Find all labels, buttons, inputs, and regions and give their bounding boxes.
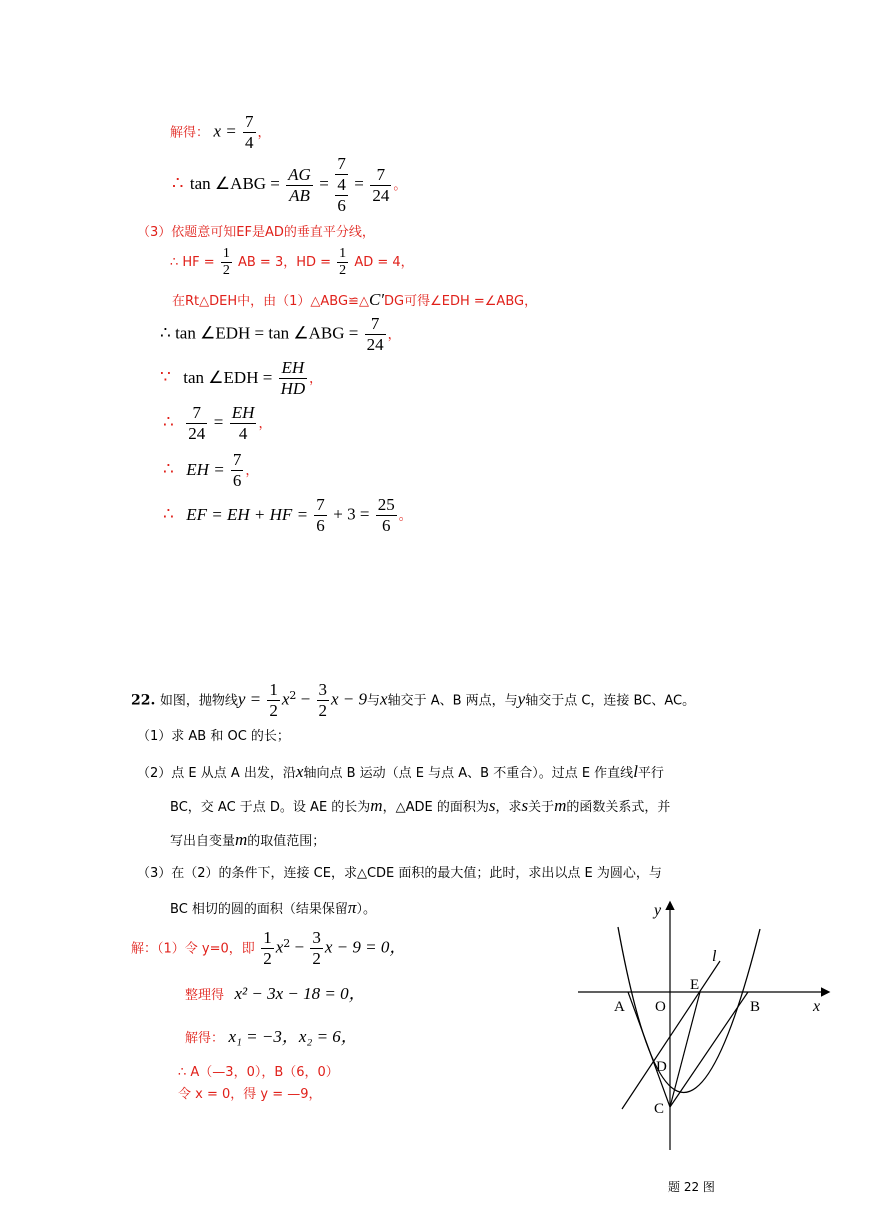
num: 1 — [339, 246, 347, 261]
stem-a: 如图，抛物线 — [159, 693, 238, 709]
q22-part2-line1 — [137, 763, 664, 783]
x-var: x — [281, 689, 290, 709]
q2a-2: 轴向点 B 运动（点 E 与点 A、B 不重合）。过点 E 作直线 — [303, 766, 634, 781]
minus: − — [296, 689, 315, 709]
label-o: O — [655, 999, 666, 1015]
q22-part2-line2 — [170, 797, 670, 817]
frac-25-6 — [376, 495, 397, 536]
frac-eh-4 — [230, 403, 257, 444]
figure-caption: 题 22 图 — [668, 1180, 715, 1194]
den: 6 — [232, 471, 242, 490]
q2b-3: ，求 — [495, 800, 522, 815]
x-var: x — [295, 762, 304, 781]
num: 1 — [222, 246, 230, 261]
label-d: D — [656, 1059, 667, 1075]
frac-3-2 — [310, 928, 323, 969]
hf-hd-line — [170, 246, 414, 279]
comma: ， — [309, 371, 323, 387]
q2c-1: 写出自变量 — [170, 834, 236, 849]
therefore-symbol: ∴ — [172, 173, 184, 194]
s-var: s — [521, 796, 529, 815]
solve-label: 解得： — [170, 125, 210, 141]
den: 6 — [337, 196, 346, 215]
den: 4 — [337, 175, 346, 194]
frac-eh-hd — [279, 358, 308, 399]
q2b-5: 的函数关系式，并 — [566, 800, 671, 815]
stem-d: 轴交于点 C，连接 BC、AC。 — [525, 693, 696, 709]
stem-c: 轴交于 A、B 两点，与 — [387, 693, 518, 709]
therefore-symbol: ∴ — [163, 459, 174, 480]
sol22-points: ∴ A（—3，0），B（6，0） — [178, 1065, 339, 1080]
num: 7 — [245, 112, 254, 131]
c-prime: C′ — [368, 290, 385, 309]
segment-bc — [670, 992, 748, 1107]
quadratic: x² − 3x − 18 = 0， — [234, 984, 366, 1003]
q22-stem — [131, 680, 695, 721]
rt-line: 在Rt△DEH中，由（1）△ABG≌△ — [172, 294, 369, 309]
part3-intro: （3）依题意可知EF是AD的垂直平分线， — [137, 225, 375, 240]
den: 6 — [381, 516, 391, 535]
jiede-label: 解得： — [185, 1031, 225, 1046]
num: 7 — [316, 495, 325, 514]
sol22-line2 — [185, 985, 366, 1005]
den: 4 — [238, 424, 248, 443]
comma: ， — [245, 463, 259, 479]
den: 2 — [263, 949, 272, 968]
complex-num — [335, 154, 348, 196]
label-x: x — [813, 998, 821, 1015]
frac-7-6 — [314, 495, 327, 536]
frac-half — [221, 246, 232, 279]
zheng-label: 整理得 — [185, 988, 225, 1003]
q2c-2: 的取值范围； — [247, 834, 326, 849]
m-var: m — [554, 796, 567, 815]
num: 1 — [263, 928, 272, 947]
q2a-1: （2）点 E 从点 A 出发，沿 — [137, 766, 296, 781]
x-var: x — [380, 689, 388, 709]
frac-7-24 — [186, 403, 207, 444]
ratio-line — [163, 403, 271, 444]
sol22-let-x0: 令 x = 0，得 y = —9， — [178, 1087, 322, 1102]
q22-part3-line2 — [170, 899, 376, 919]
tan-edh-label: ∴ tan ∠EDH = tan ∠ABG = — [160, 323, 363, 343]
frac-half — [261, 928, 274, 969]
label-b: B — [750, 999, 761, 1015]
num: 7 — [365, 314, 386, 335]
q22-part1: （1）求 AB 和 OC 的长； — [137, 729, 290, 744]
eh-label: EH = — [186, 459, 229, 479]
complex-frac — [335, 154, 348, 216]
frac-half — [267, 680, 280, 721]
tan-edh-label-2: tan ∠EDH = — [183, 367, 277, 387]
x-var: x — [275, 937, 284, 957]
question-number: 22. — [131, 692, 156, 709]
sol22-line3 — [185, 1028, 358, 1048]
q2a-3: 平行 — [637, 766, 664, 781]
frac-7-24 — [370, 165, 391, 206]
period: 。 — [398, 508, 412, 524]
frac-ag-ab — [286, 165, 313, 206]
tail: x − 9 — [331, 689, 368, 709]
tan-edh-line — [160, 314, 401, 355]
q22-part3-line1: （3）在（2）的条件下，连接 CE，求△CDE 面积的最大值；此时，求出以点 E 为圆心，与 — [137, 866, 662, 881]
label-l: l — [712, 948, 717, 965]
y-eq: y = — [237, 689, 266, 709]
num: AG — [288, 164, 311, 184]
stem-b: 与 — [367, 693, 381, 709]
num: 1 — [269, 680, 278, 699]
num: 7 — [337, 154, 346, 173]
therefore-symbol: ∴ — [163, 412, 174, 433]
equals: = — [213, 412, 224, 432]
s-var: s — [488, 796, 496, 815]
sol22-line1 — [131, 928, 406, 969]
hf-pre: ∴ HF = — [170, 255, 215, 270]
hf-post: AB = 3，HD = — [237, 255, 332, 270]
pi-symbol: π — [347, 898, 357, 917]
num: 7 — [370, 165, 391, 186]
label-e: E — [690, 977, 700, 993]
den: 2 — [269, 701, 278, 720]
q2b-2: ，△ADE 的面积为 — [382, 800, 489, 815]
eh-line — [163, 450, 258, 491]
num: 7 — [232, 450, 242, 469]
num: 3 — [312, 928, 321, 947]
x-eq: x = — [213, 121, 241, 141]
because-line — [160, 358, 322, 399]
equals: = — [354, 174, 364, 193]
num: EH — [279, 358, 308, 379]
den: 4 — [245, 133, 254, 152]
sol-intro: 解：（1）令 y=0，即 — [131, 941, 255, 957]
l-var: l — [633, 762, 638, 781]
parabola-curve — [618, 927, 760, 1093]
hd-post: AD = 4， — [354, 255, 414, 270]
label-c: C — [654, 1101, 665, 1117]
plus-three: + 3 = — [333, 504, 374, 524]
segment-ec — [670, 992, 700, 1107]
q2b-1: BC，交 AC 于点 D。设 AE 的长为 — [170, 800, 371, 815]
solve-line-x — [170, 112, 271, 153]
den: 24 — [366, 335, 384, 354]
label-a: A — [614, 999, 625, 1015]
den: HD — [280, 379, 306, 398]
minus: − — [290, 937, 309, 957]
q3b-1: BC 相切的圆的面积（结果保留 — [170, 902, 348, 917]
rt-deh-line — [172, 291, 537, 311]
num: 25 — [377, 495, 395, 514]
eq-tail: x − 9 = 0， — [324, 937, 407, 957]
inner-frac — [335, 154, 348, 195]
frac-7-4 — [243, 112, 256, 153]
comma: ， — [258, 416, 272, 432]
den: 2 — [312, 949, 321, 968]
den: 24 — [188, 424, 206, 443]
frac-3-2 — [317, 680, 330, 721]
because-symbol: ∵ — [160, 367, 171, 388]
num: 3 — [318, 680, 327, 699]
m-var: m — [235, 830, 248, 849]
frac-7-24 — [365, 314, 386, 355]
num: 7 — [186, 403, 207, 424]
q2b-4: 关于 — [528, 800, 555, 815]
q22-part2-line3 — [170, 831, 325, 851]
period: 。 — [393, 178, 407, 193]
den: 2 — [318, 701, 327, 720]
den: 24 — [372, 185, 390, 205]
den: 6 — [316, 516, 325, 535]
frac-half-2 — [337, 246, 348, 279]
ef-label: EF = EH + HF = — [186, 504, 313, 524]
y-var: y — [517, 689, 526, 709]
den: 2 — [339, 263, 347, 278]
label-y: y — [654, 902, 662, 919]
exponent: 2 — [283, 936, 291, 950]
parabola-figure — [570, 895, 840, 1160]
tan-abg-line — [172, 154, 406, 216]
exponent: 2 — [289, 688, 297, 702]
roots: x₁ = −3，x₂ = 6， — [228, 1027, 358, 1046]
therefore-symbol: ∴ — [163, 504, 174, 525]
m-var: m — [370, 796, 383, 815]
den: AB — [289, 185, 310, 205]
comma: ， — [257, 125, 271, 141]
tan-abg-label: tan ∠ABG = — [189, 174, 285, 193]
ef-line — [163, 495, 412, 536]
num: EH — [231, 403, 255, 422]
q3b-2: ）。 — [356, 902, 376, 917]
rt-line-end: DG可得∠EDH =∠ABG， — [384, 294, 538, 309]
den: 2 — [222, 263, 230, 278]
frac-7-6 — [231, 450, 244, 491]
comma: ， — [387, 327, 401, 343]
equals: = — [319, 174, 329, 193]
